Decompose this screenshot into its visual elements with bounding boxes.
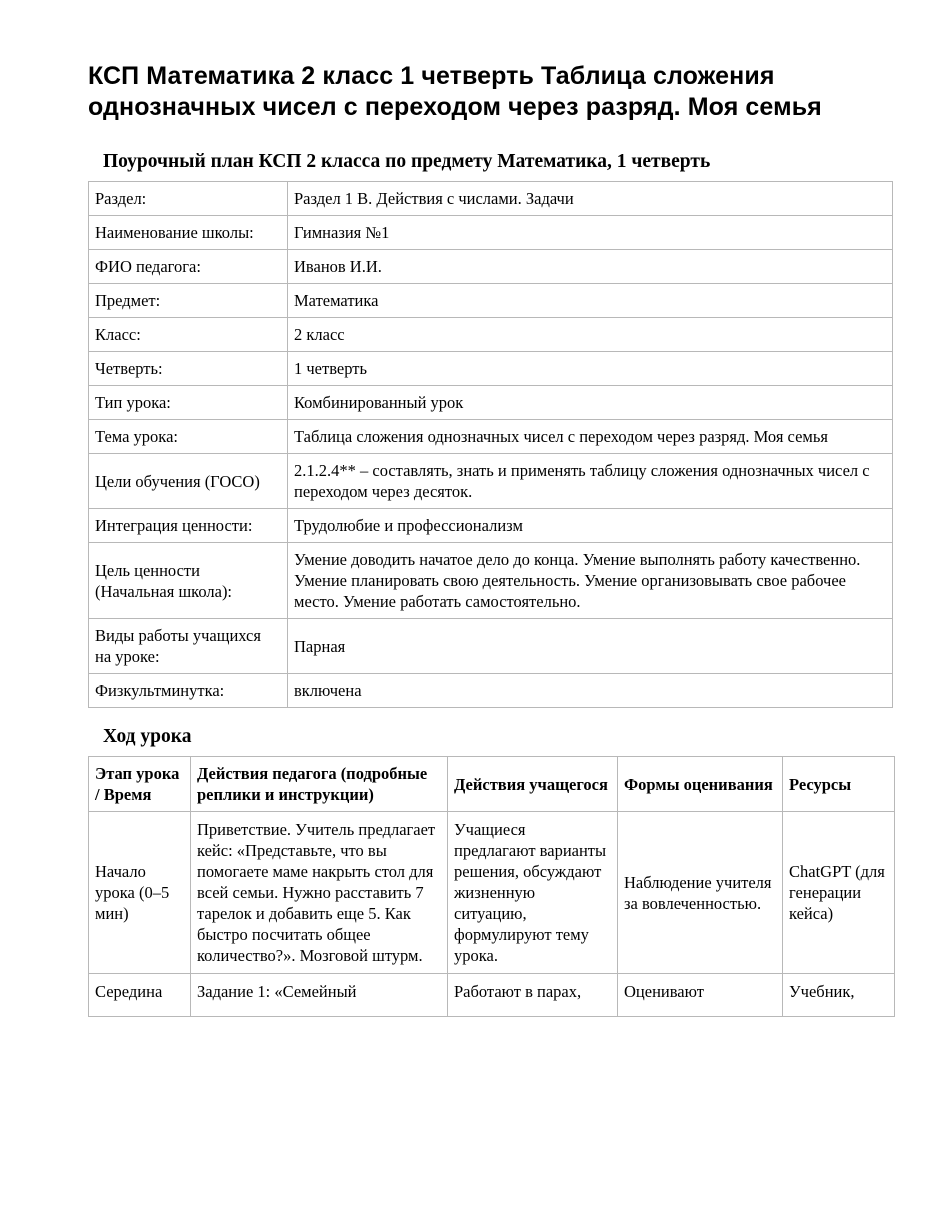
info-value: Таблица сложения однозначных чисел с переходом через разряд. Моя семья: [288, 420, 893, 454]
teacher-cell: Задание 1: «Семейный: [191, 974, 448, 1017]
table-row: [89, 318, 893, 352]
info-value: 2.1.2.4** – составлять, знать и применять таблицу сложения однозначных чисел с переходом через десяток.: [288, 454, 893, 509]
table-row: [89, 216, 893, 250]
info-label: Интеграция ценности:: [89, 509, 288, 543]
info-label: Предмет:: [89, 284, 288, 318]
table-row: [89, 812, 895, 974]
table-row: [89, 974, 895, 1017]
lesson-flow-table: [88, 756, 895, 1017]
table-row: [89, 386, 893, 420]
table-row: [89, 543, 893, 619]
column-header-resources: Ресурсы: [783, 757, 895, 812]
assessment-cell: Наблюдение учителя за вовлеченностью.: [618, 812, 783, 974]
column-header-student: Действия учащегося: [448, 757, 618, 812]
info-value: Гимназия №1: [288, 216, 893, 250]
info-label: Цели обучения (ГОСО): [89, 454, 288, 509]
info-value: Математика: [288, 284, 893, 318]
info-label: Класс:: [89, 318, 288, 352]
info-value: 2 класс: [288, 318, 893, 352]
info-label: Цель ценности (Начальная школа):: [89, 543, 288, 619]
info-label: ФИО педагога:: [89, 250, 288, 284]
assessment-cell: Оценивают: [618, 974, 783, 1017]
info-label: Раздел:: [89, 182, 288, 216]
teacher-cell: Приветствие. Учитель предлагает кейс: «Представьте, что вы помогаете маме накрыть стол для всей семьи. Нужно расставить 7 тарелок и добавить еще 5. Как быстро посчитать общее количество?». Мозговой штурм.: [191, 812, 448, 974]
info-label: Виды работы учащихся на уроке:: [89, 619, 288, 674]
table-row: [89, 182, 893, 216]
student-cell: Учащиеся предлагают варианты решения, обсуждают жизненную ситуацию, формулируют тему урока.: [448, 812, 618, 974]
table-header-row: [89, 757, 895, 812]
stage-cell: Начало урока (0–5 мин): [89, 812, 191, 974]
column-header-assessment: Формы оценивания: [618, 757, 783, 812]
table-row: [89, 454, 893, 509]
info-value: Раздел 1 В. Действия с числами. Задачи: [288, 182, 893, 216]
student-cell: Работают в парах,: [448, 974, 618, 1017]
resources-cell: Учебник,: [783, 974, 895, 1017]
info-label: Физкультминутка:: [89, 674, 288, 708]
resources-cell: ChatGPT (для генерации кейса): [783, 812, 895, 974]
info-value: включена: [288, 674, 893, 708]
table-row: [89, 250, 893, 284]
column-header-teacher: Действия педагога (подробные реплики и инструкции): [191, 757, 448, 812]
plan-heading: Поурочный план КСП 2 класса по предмету Математика, 1 четверть: [103, 151, 711, 172]
table-row: [89, 420, 893, 454]
info-label: Наименование школы:: [89, 216, 288, 250]
lesson-heading: Ход урока: [103, 726, 192, 747]
info-value: Трудолюбие и профессионализм: [288, 509, 893, 543]
lesson-info-table: [88, 181, 893, 708]
document-page: [88, 0, 893, 1017]
table-row: [89, 619, 893, 674]
info-value: Иванов И.И.: [288, 250, 893, 284]
table-row: [89, 509, 893, 543]
info-label: Тема урока:: [89, 420, 288, 454]
info-label: Четверть:: [89, 352, 288, 386]
info-value: Парная: [288, 619, 893, 674]
info-value: Комбинированный урок: [288, 386, 893, 420]
info-value: Умение доводить начатое дело до конца. Умение выполнять работу качественно. Умение планировать свою деятельность. Умение организовывать свое рабочее место. Умение работать самостоятельно.: [288, 543, 893, 619]
column-header-stage: Этап урока / Время: [89, 757, 191, 812]
table-row: [89, 284, 893, 318]
table-row: [89, 352, 893, 386]
info-value: 1 четверть: [288, 352, 893, 386]
table-row: [89, 674, 893, 708]
document-title: КСП Математика 2 класс 1 четверть Таблица сложения однозначных чисел с переходом через разряд. Моя семья: [88, 62, 822, 121]
stage-cell: Середина: [89, 974, 191, 1017]
info-label: Тип урока:: [89, 386, 288, 420]
